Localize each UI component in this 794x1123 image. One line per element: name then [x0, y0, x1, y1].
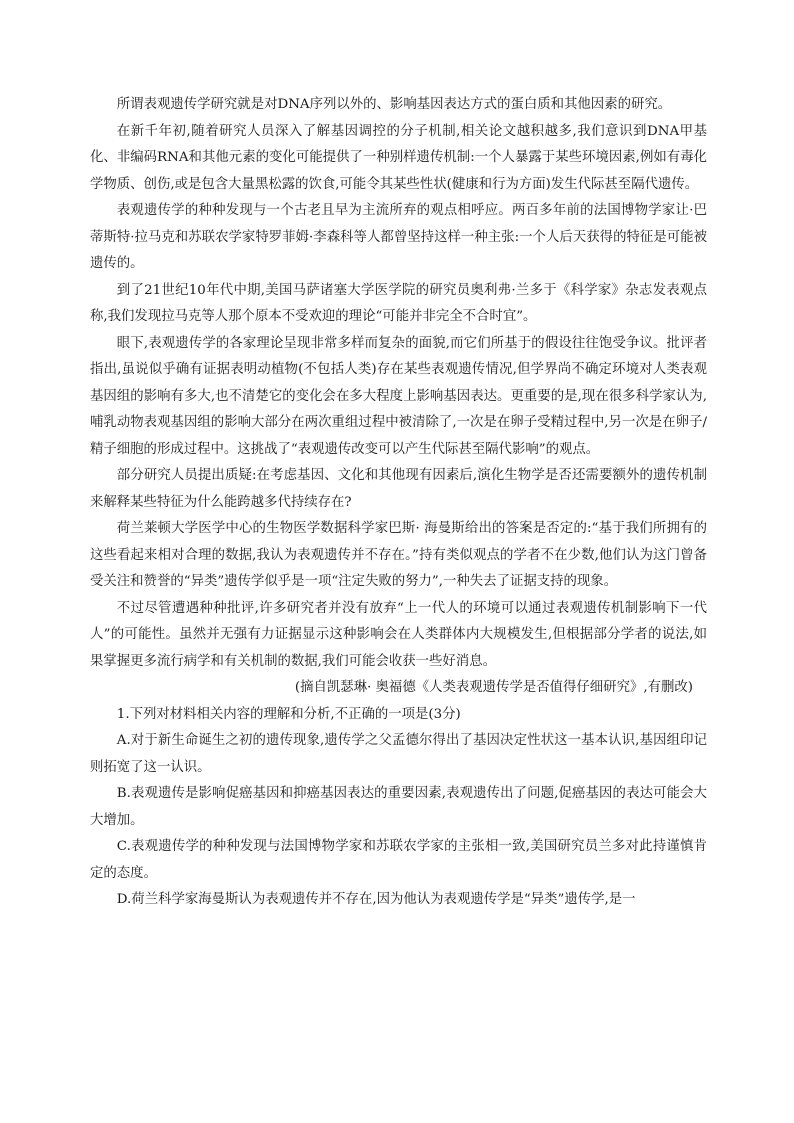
paragraph-5: 眼下,表观遗传学的各家理论呈现非常多样而复杂的面貌,而它们所基于的假设往往饱受争议。批评者指出,虽说似乎确有证据表明动植物(不包括人类)存在某些表观遗传情况,但学界尚不确定环境对人类表观基因组的影响有多大,也不清楚它的变化会在多大程度上影响基因表达。更重要的是,现在很多科学家认为,哺乳动物表观基因组的影响大部分在两次重组过程中被清除了,一次是在卵子受精过程中,另一次是在卵子/精子细胞的形成过程中。这挑战了“表观遗传改变可以产生代际甚至隔代影响”的观点。	[90, 335, 707, 457]
paragraph-8: 不过尽管遭遇种种批评,许多研究者并没有放弃“上一代人的环境可以通过表观遗传机制影响下一代人”的可能性。虽然并无强有力证据显示这种影响会在人类群体内大规模发生,但根据部分学者的说法,如果掌握更多流行病学和有关机制的数据,我们可能会收获一些好消息。	[90, 600, 707, 669]
paragraph-4: 到了21世纪10年代中期,美国马萨诸塞大学医学院的研究员奥利弗·兰多于《科学家》杂志发表观点称,我们发现拉马克等人那个原本不受欢迎的理论“可能并非完全不合时宜”。	[90, 282, 707, 324]
option-a: A.对于新生命诞生之初的遗传现象,遗传学之父孟德尔得出了基因决定性状这一基本认识,基因组印记则拓宽了这一认识。	[90, 733, 707, 775]
option-b: B.表观遗传是影响促癌基因和抑癌基因表达的重要因素,表观遗传出了问题,促癌基因的表达可能会大大增加。	[90, 786, 707, 828]
paragraph-3: 表观遗传学的种种发现与一个古老且早为主流所弃的观点相呼应。两百多年前的法国博物学家让·巴蒂斯特·拉马克和苏联农学家特罗菲姆·李森科等人都曾坚持这样一种主张:一个人后天获得的特征是可能被遗传的。	[90, 203, 707, 271]
paragraph-6: 部分研究人员提出质疑:在考虑基因、文化和其他现有因素后,演化生物学是否还需要额外的遗传机制来解释某些特征为什么能跨越多代持续存在?	[90, 468, 707, 510]
paragraph-7: 荷兰莱顿大学医学中心的生物医学数据科学家巴斯· 海曼斯给出的答案是否定的:“基于我们所拥有的这些看起来相对合理的数据,我认为表观遗传并不存在。”持有类似观点的学者不在少数,他们认为这门曾备受关注和赞誉的“异类”遗传学似乎是一项“注定失败的努力”,一种失去了证据支持的现象。	[90, 521, 707, 589]
document-page	[90, 92, 707, 914]
question-1: 1.下列对材料相关内容的理解和分析,不正确的一项是(3分)	[116, 706, 461, 722]
option-c: C.表观遗传学的种种发现与法国博物学家和苏联农学家的主张相一致,美国研究员兰多对此持谨慎肯定的态度。	[90, 839, 707, 881]
source-citation: (摘自凯瑟琳· 奥福德《人类表观遗传学是否值得仔细研究》,有删改)	[294, 680, 693, 695]
option-d: D.荷兰科学家海曼斯认为表观遗传并不存在,因为他认为表观遗传学是“异类”遗传学,是一	[116, 892, 636, 907]
paragraph-2: 在新千年初,随着研究人员深入了解基因调控的分子机制,相关论文越积越多,我们意识到DNA甲基化、非编码RNA和其他元素的变化可能提供了一种别样遗传机制:一个人暴露于某些环境因素,例如有毒化学物质、创伤,或是包含大量黑松露的饮食,可能令其某些性状(健康和行为方面)发生代际甚至隔代遗传。	[90, 123, 707, 192]
paragraph-1: 所谓表观遗传学研究就是对DNA序列以外的、影响基因表达方式的蛋白质和其他因素的研究。	[116, 97, 672, 112]
